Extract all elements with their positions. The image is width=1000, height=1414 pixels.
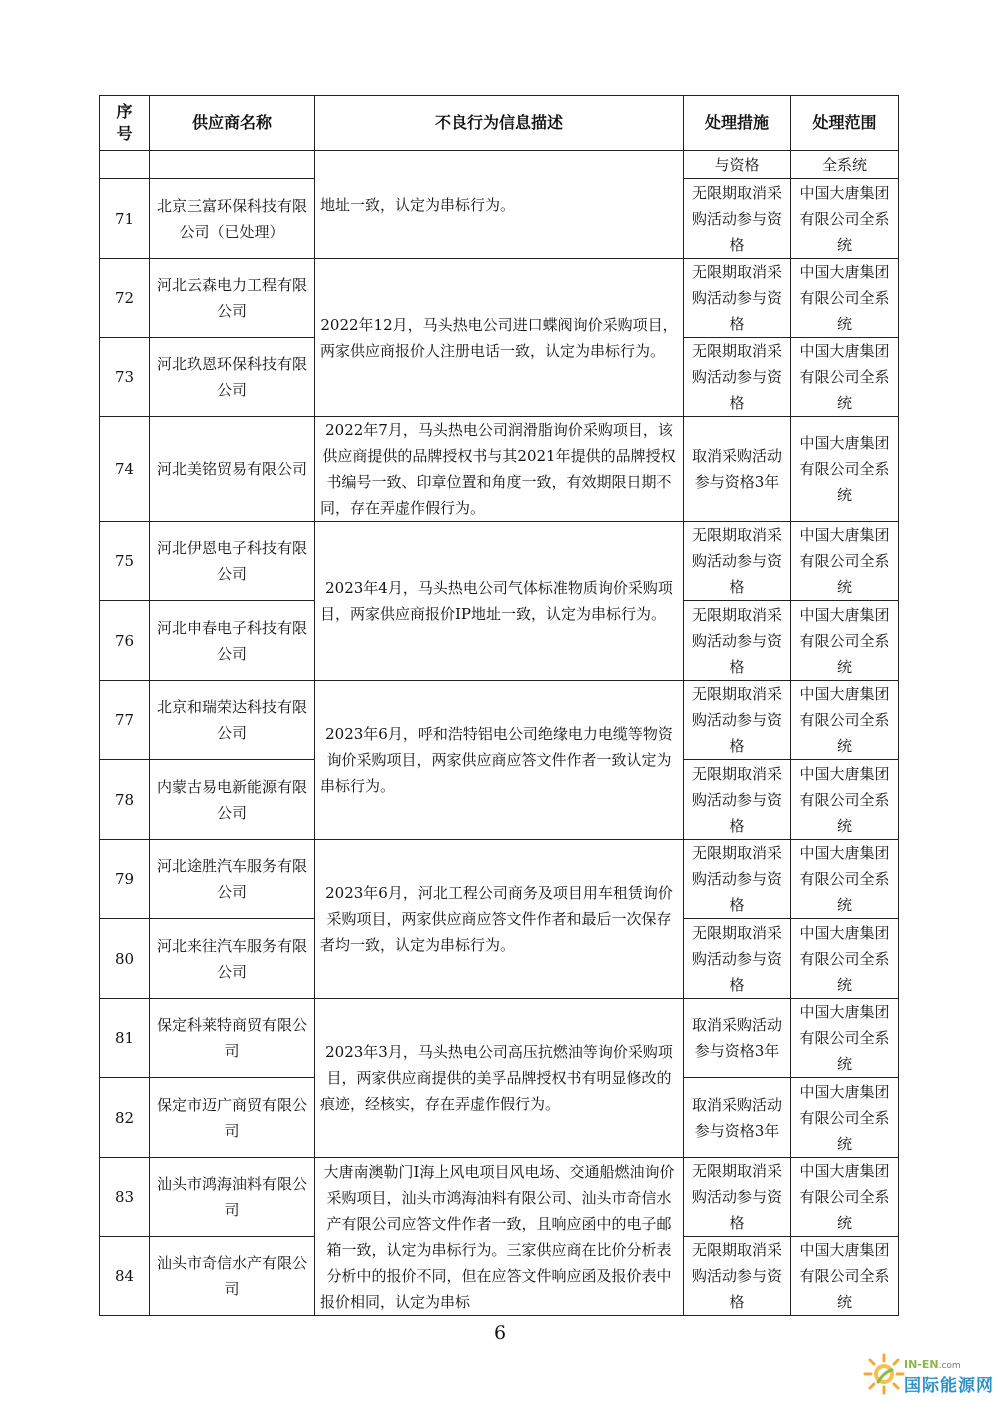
measure: 无限期取消采购活动参与资格 xyxy=(684,919,791,999)
row-number: 81 xyxy=(100,999,150,1078)
scope: 中国大唐集团有限公司全系统 xyxy=(791,1158,899,1237)
in-en-logo xyxy=(862,1348,994,1408)
supplier-name: 河北途胜汽车服务有限公司 xyxy=(150,840,315,919)
continued-scope: 全系统 xyxy=(791,151,899,179)
supplier-name: 汕头市奇信水产有限公司 xyxy=(150,1237,315,1316)
measure: 无限期取消采购活动参与资格 xyxy=(684,1237,791,1316)
row-number: 77 xyxy=(100,681,150,760)
continued-supplier xyxy=(150,151,315,179)
row-number: 78 xyxy=(100,760,150,840)
scope: 中国大唐集团有限公司全系统 xyxy=(791,760,899,840)
scope: 中国大唐集团有限公司全系统 xyxy=(791,522,899,601)
table-row xyxy=(100,259,899,338)
header-scope: 处理范围 xyxy=(791,96,899,151)
sun-logo-icon xyxy=(862,1352,906,1396)
header-measure: 处理措施 xyxy=(684,96,791,151)
header-supplier: 供应商名称 xyxy=(150,96,315,151)
measure: 无限期取消采购活动参与资格 xyxy=(684,681,791,760)
measure: 取消采购活动参与资格3年 xyxy=(684,999,791,1078)
row-number: 83 xyxy=(100,1158,150,1237)
row-number: 82 xyxy=(100,1078,150,1158)
supplier-name: 河北来往汽车服务有限公司 xyxy=(150,919,315,999)
measure: 无限期取消采购活动参与资格 xyxy=(684,601,791,681)
description: 2023年6月，河北工程公司商务及项目用车租赁询价采购项目，两家供应商应答文件作者和最后一次保存者均一致，认定为串标行为。 xyxy=(315,840,684,999)
supplier-name: 河北云森电力工程有限公司 xyxy=(150,259,315,338)
scope: 中国大唐集团有限公司全系统 xyxy=(791,259,899,338)
scope: 中国大唐集团有限公司全系统 xyxy=(791,601,899,681)
table-row xyxy=(100,681,899,760)
row-number: 76 xyxy=(100,601,150,681)
supplier-name: 河北玖恩环保科技有限公司 xyxy=(150,338,315,417)
measure: 无限期取消采购活动参与资格 xyxy=(684,259,791,338)
table-row xyxy=(100,999,899,1078)
continued-measure: 与资格 xyxy=(684,151,791,179)
row-number: 75 xyxy=(100,522,150,601)
measure: 取消采购活动参与资格3年 xyxy=(684,1078,791,1158)
measure: 无限期取消采购活动参与资格 xyxy=(684,338,791,417)
description: 2023年4月，马头热电公司气体标准物质询价采购项目，两家供应商报价IP地址一致，认定为串标行为。 xyxy=(315,522,684,681)
row-number: 74 xyxy=(100,417,150,522)
table-row xyxy=(100,840,899,919)
row-number: 84 xyxy=(100,1237,150,1316)
description: 大唐南澳勒门I海上风电项目风电场、交通船燃油询价采购项目，汕头市鸿海油料有限公司、汕头市奇信水产有限公司应答文件作者一致，且响应函中的电子邮箱一致，认定为串标行为。三家供应商在比价分析表分析中的报价不同，但在应答文件响应函及报价表中报价相同，认定为串标 xyxy=(315,1158,684,1316)
logo-domain: .com xyxy=(938,1361,961,1371)
scope: 中国大唐集团有限公司全系统 xyxy=(791,417,899,522)
table-row xyxy=(100,417,899,522)
continued-description: 地址一致，认定为串标行为。 xyxy=(315,151,684,259)
logo-en: IN-EN xyxy=(904,1358,939,1371)
scope: 中国大唐集团有限公司全系统 xyxy=(791,179,899,259)
scope: 中国大唐集团有限公司全系统 xyxy=(791,840,899,919)
supplier-name: 内蒙古易电新能源有限公司 xyxy=(150,760,315,840)
row-number: 71 xyxy=(100,179,150,259)
supplier-name: 北京和瑞荣达科技有限公司 xyxy=(150,681,315,760)
scope: 中国大唐集团有限公司全系统 xyxy=(791,338,899,417)
supplier-name: 河北申春电子科技有限公司 xyxy=(150,601,315,681)
logo-cn: 国际能源网 xyxy=(904,1376,994,1396)
header-description: 不良行为信息描述 xyxy=(315,96,684,151)
row-number: 79 xyxy=(100,840,150,919)
row-number: 72 xyxy=(100,259,150,338)
scope: 中国大唐集团有限公司全系统 xyxy=(791,999,899,1078)
measure: 取消采购活动参与资格3年 xyxy=(684,417,791,522)
measure: 无限期取消采购活动参与资格 xyxy=(684,1158,791,1237)
description: 2022年12月，马头热电公司进口蝶阀询价采购项目，两家供应商报价人注册电话一致，认定为串标行为。 xyxy=(315,259,684,417)
measure: 无限期取消采购活动参与资格 xyxy=(684,760,791,840)
misconduct-table xyxy=(99,95,899,1316)
supplier-name: 北京三富环保科技有限公司（已处理） xyxy=(150,179,315,259)
description: 2023年3月，马头热电公司高压抗燃油等询价采购项目，两家供应商提供的美孚品牌授权书有明显修改的痕迹，经核实，存在弄虚作假行为。 xyxy=(315,999,684,1158)
measure: 无限期取消采购活动参与资格 xyxy=(684,179,791,259)
page-number: 6 xyxy=(493,1322,507,1344)
measure: 无限期取消采购活动参与资格 xyxy=(684,840,791,919)
supplier-name: 河北美铭贸易有限公司 xyxy=(150,417,315,522)
row-number: 80 xyxy=(100,919,150,999)
supplier-name: 汕头市鸿海油料有限公司 xyxy=(150,1158,315,1237)
table-row xyxy=(100,522,899,601)
table-row xyxy=(100,1158,899,1237)
description: 2023年6月，呼和浩特铝电公司绝缘电力电缆等物资询价采购项目，两家供应商应答文件作者一致认定为串标行为。 xyxy=(315,681,684,840)
supplier-name: 保定市迈广商贸有限公司 xyxy=(150,1078,315,1158)
supplier-name: 河北伊恩电子科技有限公司 xyxy=(150,522,315,601)
scope: 中国大唐集团有限公司全系统 xyxy=(791,1237,899,1316)
continued-seq xyxy=(100,151,150,179)
scope: 中国大唐集团有限公司全系统 xyxy=(791,681,899,760)
measure: 无限期取消采购活动参与资格 xyxy=(684,522,791,601)
scope: 中国大唐集团有限公司全系统 xyxy=(791,919,899,999)
supplier-name: 保定科莱特商贸有限公司 xyxy=(150,999,315,1078)
header-seq: 序 号 xyxy=(100,96,150,151)
row-number: 73 xyxy=(100,338,150,417)
scope: 中国大唐集团有限公司全系统 xyxy=(791,1078,899,1158)
description: 2022年7月，马头热电公司润滑脂询价采购项目，该供应商提供的品牌授权书与其2021年提供的品牌授权书编号一致、印章位置和角度一致，有效期限日期不同，存在弄虚作假行为。 xyxy=(315,417,684,522)
continued-row xyxy=(100,151,899,179)
table-header-row xyxy=(100,96,899,151)
